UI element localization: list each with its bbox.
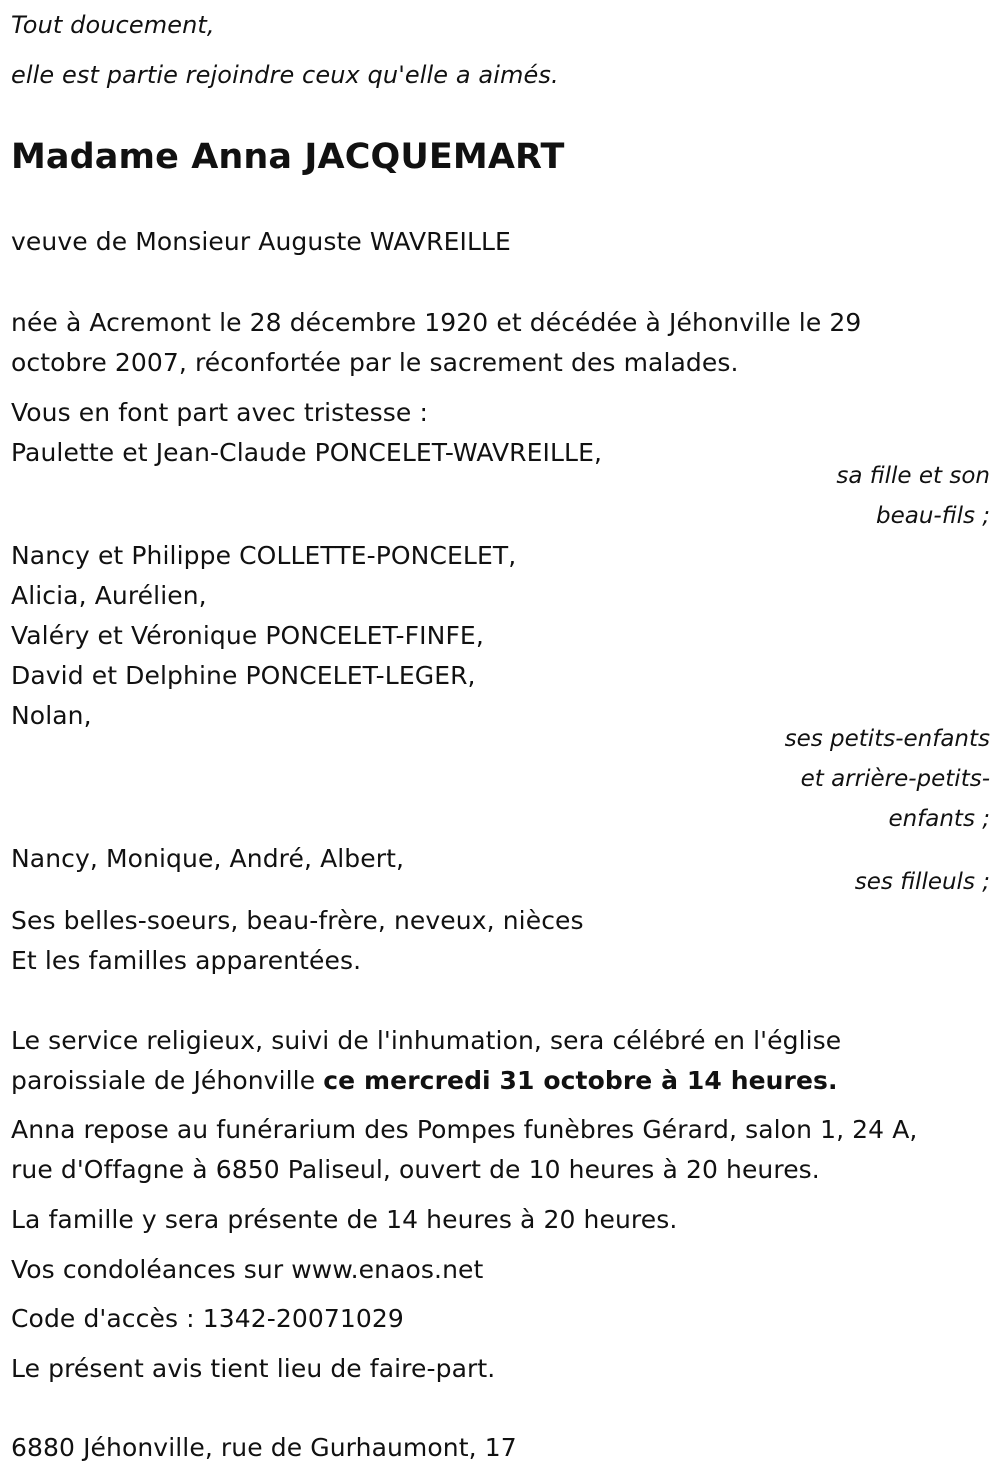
godchildren-names: Nancy, Monique, André, Albert, xyxy=(11,844,405,873)
grandchild-line: Alicia, Aurélien, xyxy=(11,581,207,610)
grandchild-line: David et Delphine PONCELET-LEGER, xyxy=(11,661,476,690)
birth-death-line-2: octobre 2007, réconfortée par le sacrement des malades. xyxy=(11,348,739,377)
service-line-2 xyxy=(11,1066,838,1096)
notice-text: Le présent avis tient lieu de faire-part. xyxy=(11,1354,496,1383)
funerarium-line-2: rue d'Offagne à 6850 Paliseul, ouvert de 10 heures à 20 heures. xyxy=(11,1155,820,1184)
grandchild-line: Nolan, xyxy=(11,701,92,730)
service-place: paroissiale de Jéhonville xyxy=(11,1066,316,1095)
deceased-name: Madame Anna JACQUEMART xyxy=(11,137,565,177)
daughter-names: Paulette et Jean-Claude PONCELET-WAVREILLE, xyxy=(11,438,603,467)
grandchildren-relation-3: enfants ; xyxy=(888,806,990,832)
grandchild-line: Nancy et Philippe COLLETTE-PONCELET, xyxy=(11,541,517,570)
birth-death-line-1: née à Acremont le 28 décembre 1920 et décédée à Jéhonville le 29 xyxy=(11,308,862,337)
condolences-text: Vos condoléances sur www.enaos.net xyxy=(11,1255,484,1284)
funerarium-line-1: Anna repose au funérarium des Pompes funèbres Gérard, salon 1, 24 A, xyxy=(11,1115,918,1144)
daughter-relation-2: beau-fils ; xyxy=(875,503,990,529)
address: 6880 Jéhonville, rue de Gurhaumont, 17 xyxy=(11,1433,517,1462)
intro-line-1: Tout doucement, xyxy=(11,11,215,39)
grandchildren-relation-1: ses petits-enfants xyxy=(784,726,990,752)
widow-of: veuve de Monsieur Auguste WAVREILLE xyxy=(11,227,511,256)
family-line-2: Et les familles apparentées. xyxy=(11,946,362,975)
daughter-relation-1: sa fille et son xyxy=(836,463,990,489)
service-datetime: ce mercredi 31 octobre à 14 heures. xyxy=(323,1066,838,1095)
family-line-1: Ses belles-soeurs, beau-frère, neveux, nièces xyxy=(11,906,584,935)
service-line-1: Le service religieux, suivi de l'inhumation, sera célébré en l'église xyxy=(11,1026,842,1055)
intro-line-2: elle est partie rejoindre ceux qu'elle a aimés. xyxy=(11,61,559,89)
access-code: Code d'accès : 1342-20071029 xyxy=(11,1304,404,1333)
grandchild-line: Valéry et Véronique PONCELET-FINFE, xyxy=(11,621,484,650)
family-presence: La famille y sera présente de 14 heures à 20 heures. xyxy=(11,1205,678,1234)
announce-text: Vous en font part avec tristesse : xyxy=(11,398,428,427)
grandchildren-relation-2: et arrière-petits- xyxy=(800,766,990,792)
godchildren-relation: ses filleuls ; xyxy=(854,869,990,895)
